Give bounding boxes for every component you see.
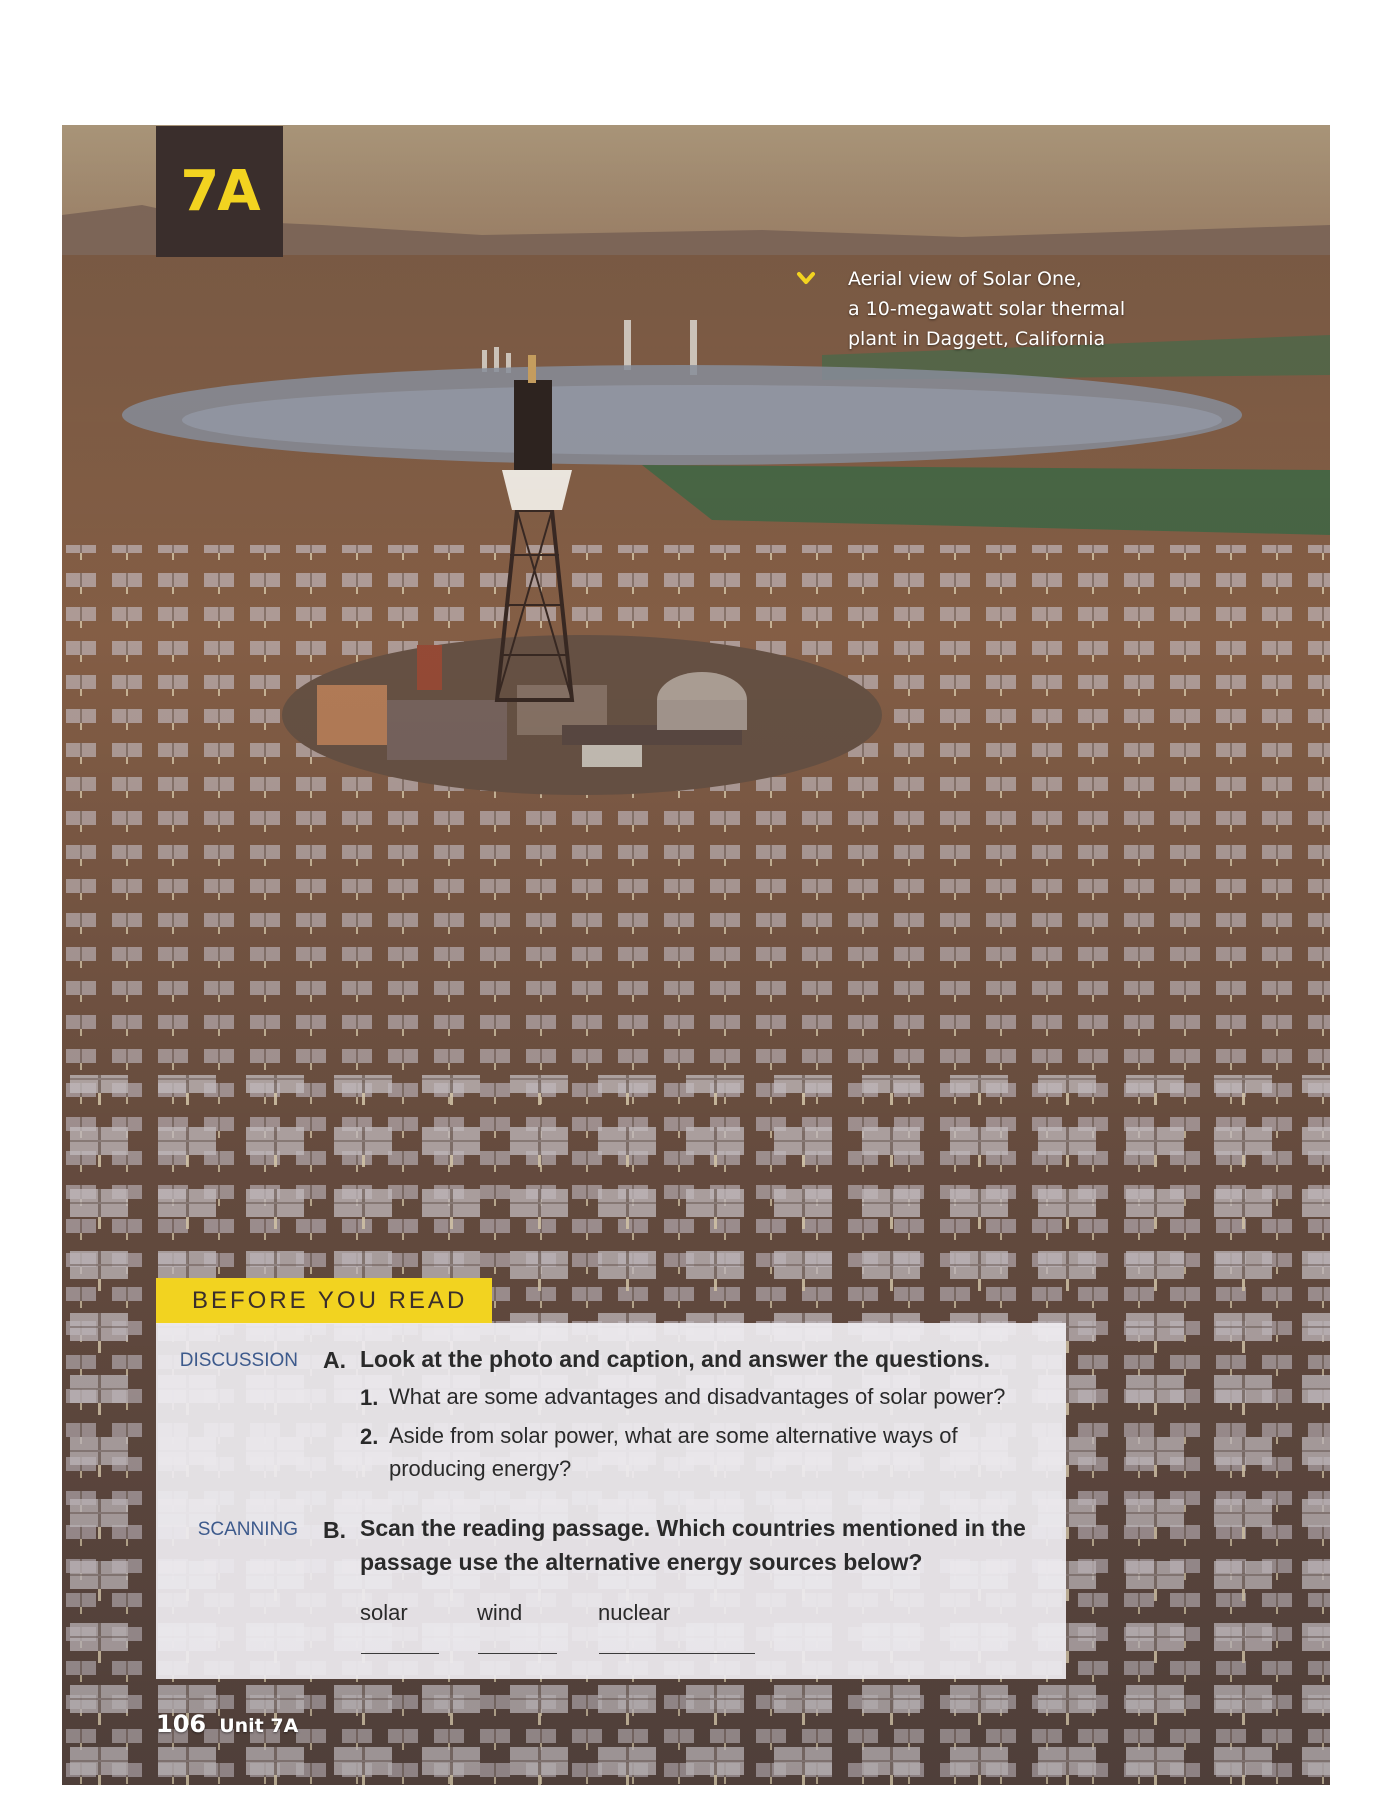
- answer-line-nuclear[interactable]: [599, 1653, 755, 1654]
- question-instruction: passage use the alternative energy sources below?: [360, 1549, 923, 1575]
- question-instruction: Scan the reading passage. Which countries mentioned in the: [360, 1515, 1026, 1541]
- question-letter: A.: [323, 1347, 346, 1373]
- blank-label-solar: solar: [360, 1600, 408, 1625]
- page-footer: [156, 1710, 298, 1738]
- question-instruction: Look at the photo and caption, and answer the questions.: [360, 1346, 990, 1372]
- caption-line: plant in Daggett, California: [848, 328, 1106, 350]
- caption-line: Aerial view of Solar One,: [848, 268, 1082, 290]
- section-title: [156, 1278, 492, 1324]
- page-number: 106: [156, 1710, 207, 1738]
- blank-label-wind: wind: [477, 1600, 523, 1625]
- item-number: 2.: [360, 1424, 379, 1449]
- answer-line-wind[interactable]: [478, 1653, 557, 1654]
- unit-label: Unit 7A: [219, 1715, 299, 1737]
- scanning-label: SCANNING: [197, 1519, 298, 1540]
- item-text: producing energy?: [389, 1456, 572, 1481]
- answer-line-solar[interactable]: [361, 1653, 439, 1654]
- item-text: Aside from solar power, what are some alternative ways of: [389, 1423, 958, 1448]
- blank-label-nuclear: nuclear: [598, 1600, 671, 1625]
- item-number: 1.: [360, 1385, 379, 1410]
- unit-badge: 7A: [156, 126, 283, 257]
- before-you-read-panel: [156, 1323, 1066, 1679]
- discussion-label: DISCUSSION: [179, 1350, 298, 1371]
- photo-caption: [820, 264, 1150, 354]
- section-title-text: BEFORE YOU READ: [192, 1287, 468, 1314]
- caption-line: a 10-megawatt solar thermal: [848, 298, 1126, 320]
- item-text: What are some advantages and disadvantages of solar power?: [389, 1384, 1006, 1409]
- question-letter: B.: [323, 1517, 346, 1543]
- chevron-down-icon: [796, 268, 816, 288]
